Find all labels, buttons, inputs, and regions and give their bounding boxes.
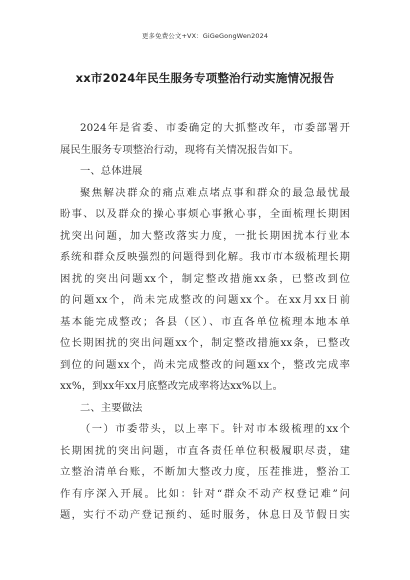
body-line: 立整治清单台账，不断加大整改力度，压茬推进，整治工 — [60, 466, 350, 478]
body-line: 聚焦解决群众的痛点难点堵点事和群众的最急最忧最 — [80, 186, 350, 199]
body-line: 2024年是省委、市委确定的大抓整改年，市委部署开 — [80, 122, 350, 134]
document-body — [60, 118, 350, 527]
body-line: 扰突出问题，加大整改落实力度，一批长期困扰本行业本 — [60, 229, 350, 242]
body-line: 长期困扰的突出问题，市直各责任单位积极履职尽责，建 — [60, 444, 350, 457]
body-line: 的问题xx个，尚未完成整改的问题xx个。在xx月xx日前 — [60, 294, 350, 306]
body-line: 作有序深入开展。比如：针对“群众不动产权登记难”问 — [60, 487, 350, 500]
body-line: xx%，到xx年xx月底整改完成率将达xx%以上。 — [60, 380, 283, 392]
body-line: 到位的问题xx个，尚未完成整改的问题xx个，整改完成率 — [60, 358, 350, 371]
body-line: 系统和群众反映强烈的问题得到化解。我市市本级梳理长期 — [60, 251, 350, 263]
section-heading-practices: 二、主要做法 — [80, 401, 143, 414]
header-note: 更多免费公文+VX：GiGeGongWen2024 — [141, 32, 269, 40]
document-title: xx市2024年民生服务专项整治行动实施情况报告 — [75, 71, 335, 85]
body-line: 展民生服务专项整治行动，现将有关情况报告如下。 — [60, 143, 300, 156]
body-line: 题，实行不动产登记预约、延时服务，休息日及节假日实 — [60, 509, 350, 521]
body-line: 困扰的突出问题xx个，制定整改措施xx条，已整改到位 — [60, 272, 350, 285]
body-line: 位长期困扰的突出问题xx个，制定整改措施xx条，已整改 — [60, 337, 350, 349]
section-heading-overview: 一、总体进展 — [80, 165, 143, 177]
body-line: 盼事、以及群众的操心事烦心事揪心事，全面梳理长期困 — [60, 208, 350, 220]
body-line: 基本能完成整改；各县（区）、市直各单位梳理本地本单 — [60, 315, 350, 328]
body-line: （一）市委带头，以上率下。针对市本级梳理的xx个 — [80, 423, 350, 435]
